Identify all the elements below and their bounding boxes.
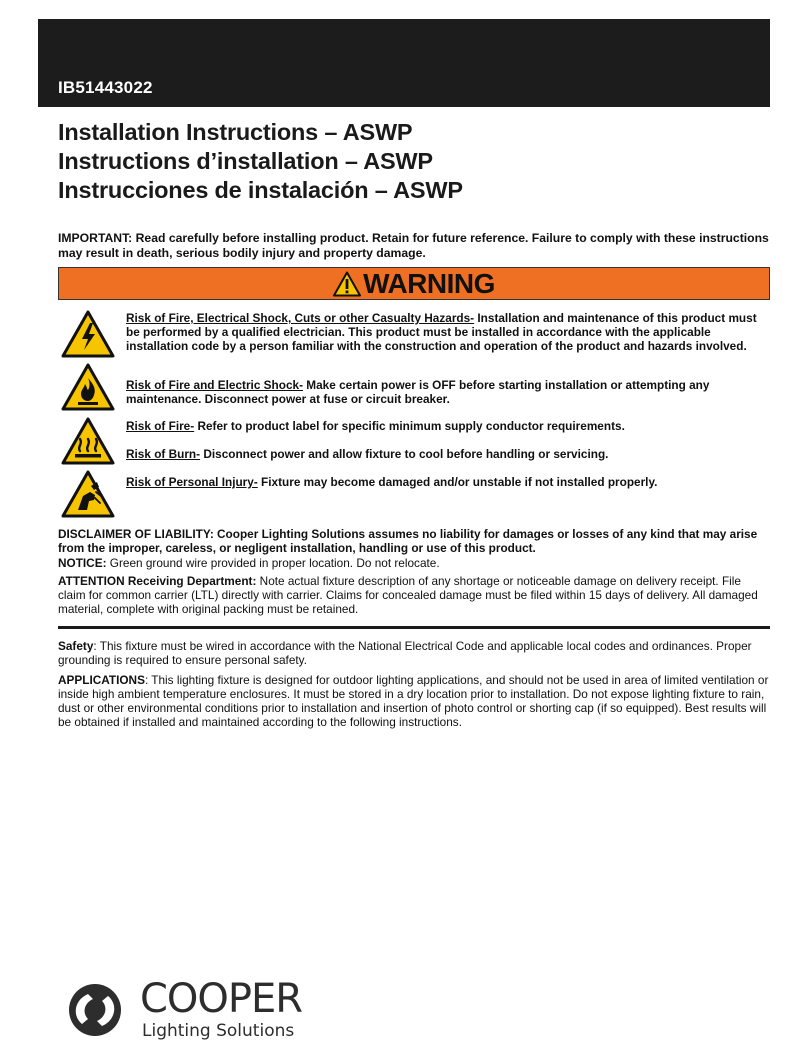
hazard-name: Risk of Personal Injury-: [126, 475, 258, 489]
notice-text: Green ground wire provided in proper location. Do not relocate.: [106, 556, 440, 570]
title-block: [58, 118, 770, 205]
applications-paragraph: [58, 673, 770, 729]
attention-receiving: [58, 574, 770, 616]
title-french: Instructions d’installation – ASWP: [58, 148, 433, 174]
hazard-description: Installation and maintenance of this product must be performed by a qualified electrician. This product must be installed in accordance with the applicable installation code by a person familiar with the construction and operation of the product and hazards involved.: [126, 311, 757, 354]
warning-triangle-icon: [333, 271, 361, 297]
hazard-name: Risk of Fire-: [126, 419, 195, 433]
hazard-item: [126, 311, 762, 354]
safety-text: : This fixture must be wired in accordance with the National Electrical Code and applicable local codes and ordinances. Proper grounding is required to ensure personal safety.: [58, 639, 752, 667]
applications-text: : This lighting fixture is designed for outdoor lighting applications, and should not be used in area of limited ventilation or inside high ambient temperature enclosures. It must be stored in a dry location prior to installation. Do not expose lighting fixture to rain, dust or other environmental conditions prior to installation and insertion of photo control or shorting cap (if so equipped). Best results will be obtained if installed and maintained according to the following instructions.: [58, 673, 769, 729]
fire-icon: [61, 363, 115, 411]
hot-surface-icon: [61, 417, 115, 465]
attention-label: ATTENTION Receiving Department:: [58, 574, 257, 588]
logo-subtitle: Lighting Solutions: [142, 1021, 295, 1041]
cooper-logo: [60, 978, 340, 1048]
hazard-item: [126, 475, 762, 489]
document-number: IB51443022: [58, 78, 153, 97]
title-spanish: Instrucciones de instalación – ASWP: [58, 177, 463, 203]
section-divider: [58, 626, 770, 629]
title-english: Installation Instructions – ASWP: [58, 119, 413, 145]
hazard-item: [126, 378, 762, 406]
hazard-name: Risk of Fire and Electric Shock-: [126, 378, 304, 392]
safety-paragraph: [58, 639, 770, 667]
safety-label: Safety: [58, 639, 94, 653]
hazard-item: [126, 447, 762, 461]
important-notice: IMPORTANT: Read carefully before installing product. Retain for future reference. Failure to comply with these instructions may result in death, serious bodily injury and property damage.: [58, 231, 769, 260]
hazard-description: Refer to product label for specific minimum supply conductor requirements.: [194, 419, 625, 433]
header-bar: [38, 19, 770, 107]
hazard-item: [126, 419, 762, 433]
hazard-description: Disconnect power and allow fixture to cool before handling or servicing.: [200, 447, 609, 461]
electrical-shock-icon: [61, 310, 115, 358]
attention-text: Note actual fixture description of any shortage or noticeable damage on delivery receipt. File claim for common carrier (LTL) directly with carrier. Claims for concealed damage must be filed within 15 days of delivery. All damaged material, complete with original packing must be retained.: [58, 574, 758, 616]
warning-banner: [58, 267, 770, 300]
hazard-description: Fixture may become damaged and/or unstable if not installed properly.: [257, 475, 658, 489]
notice-label: NOTICE:: [58, 556, 107, 570]
hazard-name: Risk of Burn-: [126, 447, 201, 461]
hazard-name: Risk of Fire, Electrical Shock, Cuts or other Casualty Hazards-: [126, 311, 475, 325]
logo-wordmark: COOPER: [140, 976, 303, 1022]
personal-injury-icon: [61, 470, 115, 518]
notice: [58, 556, 770, 570]
cooper-logo-mark-icon: [60, 982, 130, 1038]
disclaimer: DISCLAIMER OF LIABILITY: Cooper Lighting Solutions assumes no liability for damages or losses of any kind that may arise from the improper, careless, or negligent installation, handling or use of this product.: [58, 527, 758, 556]
applications-label: APPLICATIONS: [58, 673, 145, 687]
hazard-description: Make certain power is OFF before starting installation or attempting any maintenance. Disconnect power at fuse or circuit breaker.: [126, 378, 710, 407]
warning-label: WARNING: [363, 267, 495, 299]
